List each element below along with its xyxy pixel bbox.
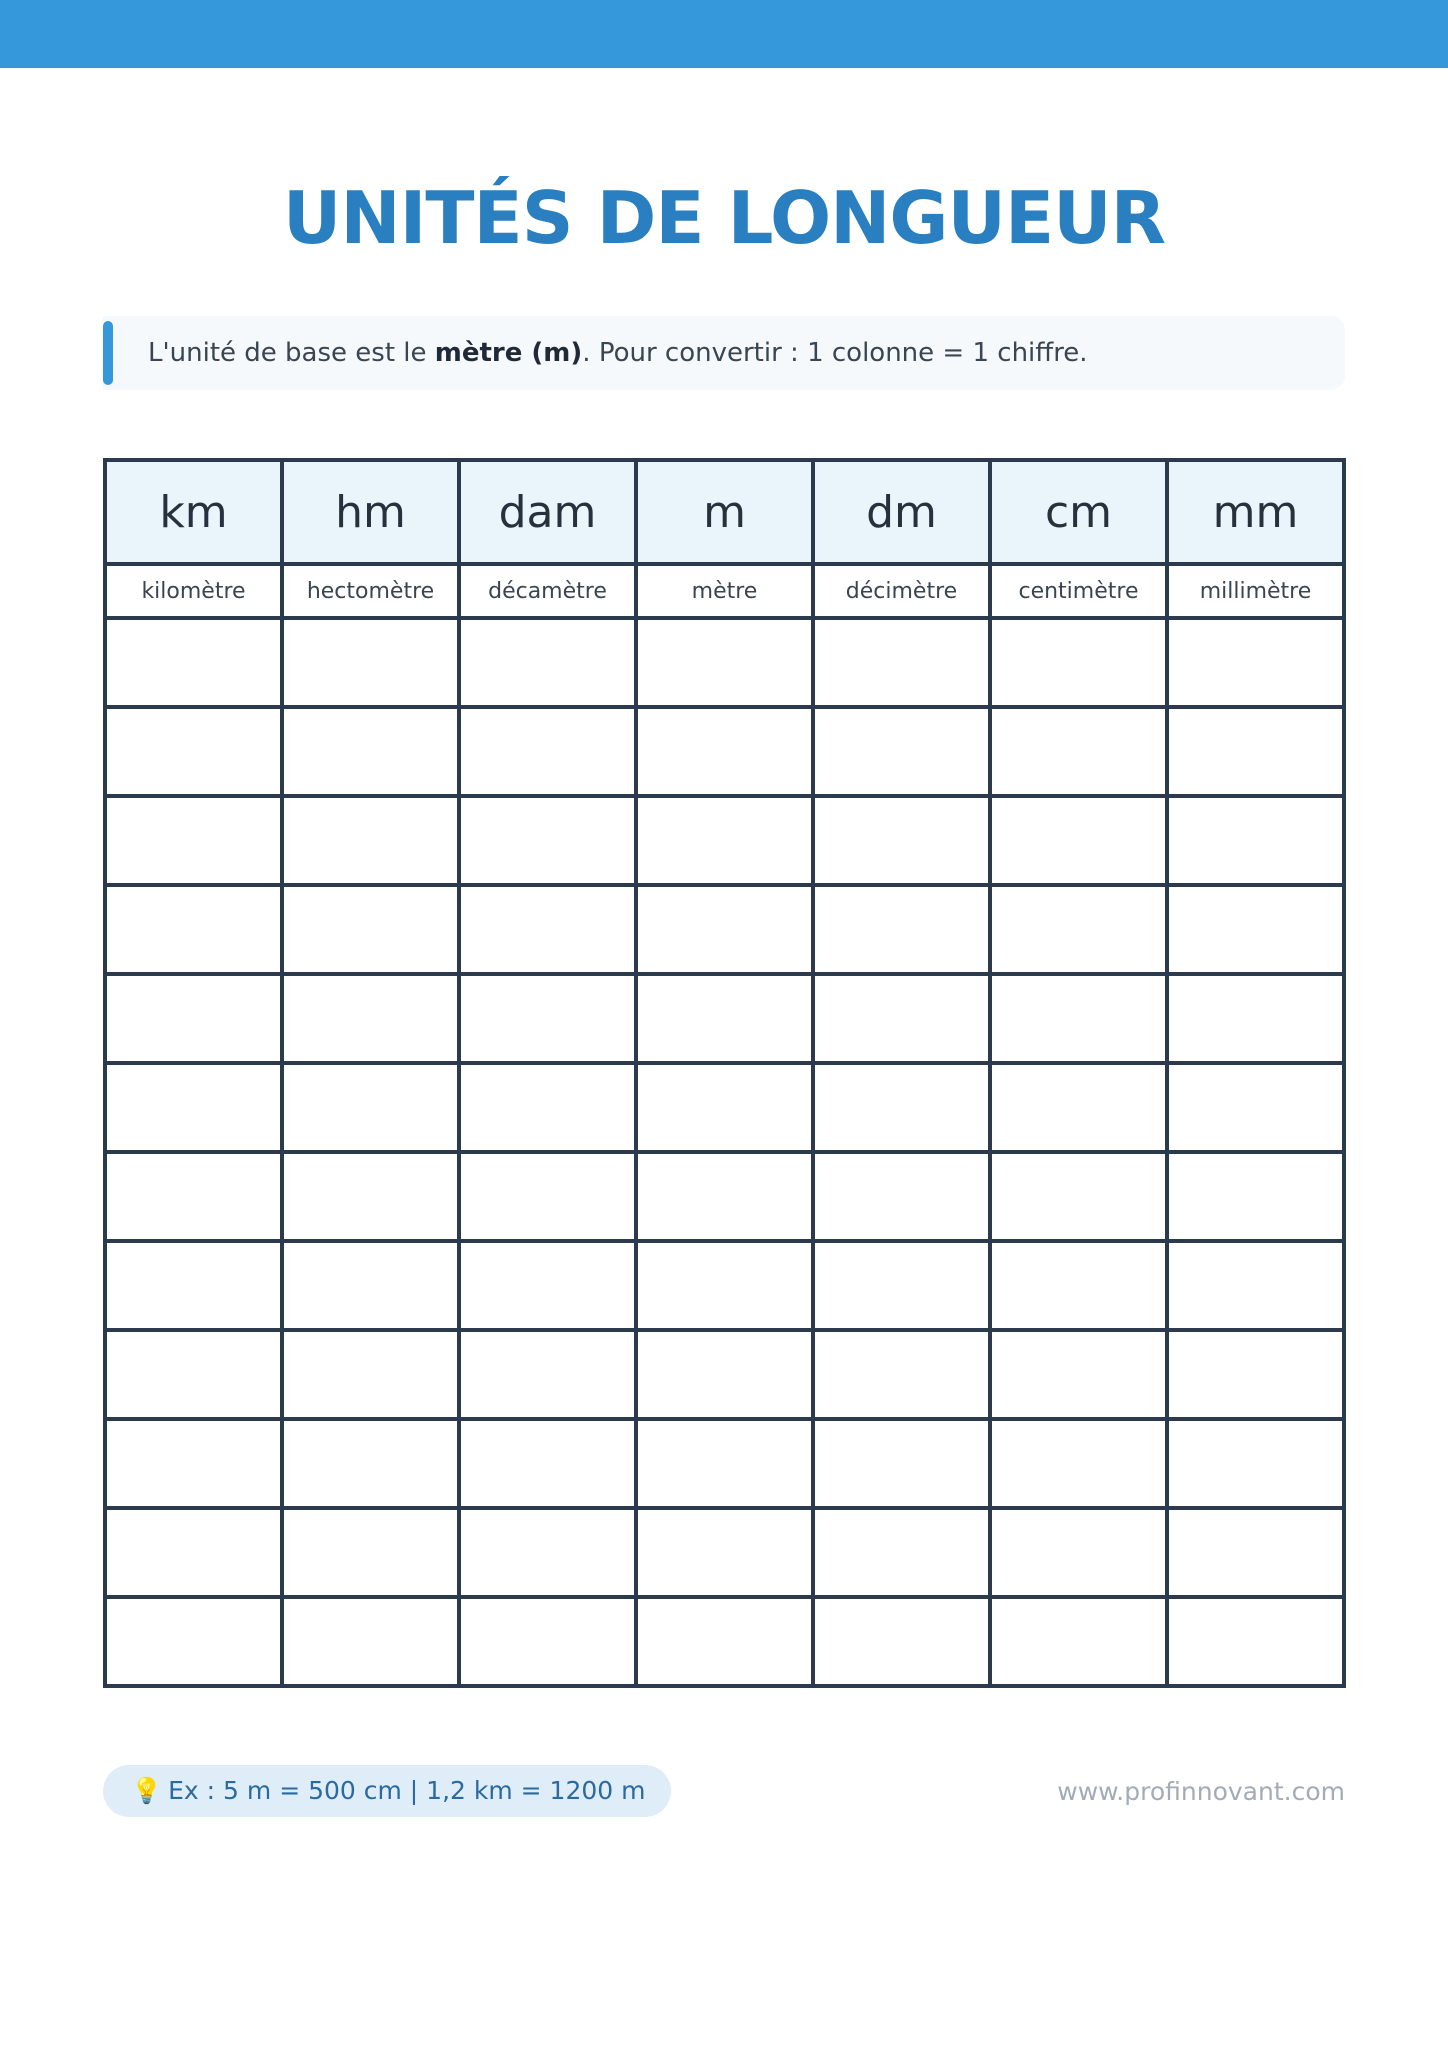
table-cell[interactable] <box>990 618 1167 707</box>
conversion-table-body <box>105 564 1344 1686</box>
table-cell[interactable] <box>990 796 1167 885</box>
table-cell[interactable] <box>282 1152 459 1241</box>
lightbulb-icon: 💡 <box>131 1776 163 1805</box>
table-cell[interactable] <box>282 974 459 1063</box>
table-cell[interactable] <box>105 707 282 796</box>
table-cell[interactable] <box>636 974 813 1063</box>
table-cell[interactable] <box>813 1330 990 1419</box>
table-cell[interactable] <box>105 796 282 885</box>
unit-name-dam: décamètre <box>459 564 636 618</box>
table-cell[interactable] <box>813 1063 990 1152</box>
table-cell[interactable] <box>990 1241 1167 1330</box>
table-cell[interactable] <box>105 974 282 1063</box>
table-cell[interactable] <box>1167 885 1344 974</box>
unit-header-cm: cm <box>990 460 1167 564</box>
conversion-table-wrapper <box>103 458 1346 1688</box>
table-row <box>105 974 1344 1063</box>
table-cell[interactable] <box>1167 1241 1344 1330</box>
unit-header-dam: dam <box>459 460 636 564</box>
table-cell[interactable] <box>813 1241 990 1330</box>
table-cell[interactable] <box>282 1419 459 1508</box>
table-row <box>105 1419 1344 1508</box>
table-cell[interactable] <box>282 1597 459 1686</box>
table-cell[interactable] <box>105 1508 282 1597</box>
unit-header-dm: dm <box>813 460 990 564</box>
unit-name-dm: décimètre <box>813 564 990 618</box>
table-cell[interactable] <box>636 1241 813 1330</box>
table-cell[interactable] <box>813 1508 990 1597</box>
table-cell[interactable] <box>636 618 813 707</box>
table-cell[interactable] <box>459 885 636 974</box>
table-row <box>105 618 1344 707</box>
unit-header-hm: hm <box>282 460 459 564</box>
table-cell[interactable] <box>636 1152 813 1241</box>
info-text-bold: mètre (m) <box>434 338 583 368</box>
table-cell[interactable] <box>636 796 813 885</box>
table-cell[interactable] <box>105 618 282 707</box>
table-cell[interactable] <box>813 707 990 796</box>
table-cell[interactable] <box>813 974 990 1063</box>
table-cell[interactable] <box>1167 1152 1344 1241</box>
table-cell[interactable] <box>282 1241 459 1330</box>
table-cell[interactable] <box>282 885 459 974</box>
table-cell[interactable] <box>1167 707 1344 796</box>
table-cell[interactable] <box>636 1508 813 1597</box>
table-cell[interactable] <box>105 1597 282 1686</box>
table-cell[interactable] <box>1167 1063 1344 1152</box>
table-cell[interactable] <box>459 1152 636 1241</box>
table-cell[interactable] <box>636 1330 813 1419</box>
unit-header-km: km <box>105 460 282 564</box>
table-cell[interactable] <box>282 618 459 707</box>
unit-name-row <box>105 564 1344 618</box>
table-row <box>105 796 1344 885</box>
table-cell[interactable] <box>1167 796 1344 885</box>
table-cell[interactable] <box>105 885 282 974</box>
table-cell[interactable] <box>459 1063 636 1152</box>
info-text-start: L'unité de base est le <box>148 338 435 368</box>
table-cell[interactable] <box>1167 974 1344 1063</box>
table-row <box>105 1241 1344 1330</box>
info-text <box>148 316 1088 390</box>
table-cell[interactable] <box>990 1508 1167 1597</box>
table-cell[interactable] <box>1167 618 1344 707</box>
info-accent-bar <box>103 321 113 385</box>
table-cell[interactable] <box>459 796 636 885</box>
conversion-table <box>103 458 1346 1688</box>
table-cell[interactable] <box>813 796 990 885</box>
table-cell[interactable] <box>990 1152 1167 1241</box>
example-pill <box>103 1765 671 1817</box>
table-row <box>105 1063 1344 1152</box>
table-cell[interactable] <box>282 1063 459 1152</box>
table-cell[interactable] <box>105 1330 282 1419</box>
table-cell[interactable] <box>282 1508 459 1597</box>
table-cell[interactable] <box>813 1152 990 1241</box>
table-row <box>105 885 1344 974</box>
table-cell[interactable] <box>459 1597 636 1686</box>
table-cell[interactable] <box>636 885 813 974</box>
info-text-end: . Pour convertir : 1 colonne = 1 chiffre. <box>582 338 1088 368</box>
table-cell[interactable] <box>459 618 636 707</box>
table-cell[interactable] <box>282 796 459 885</box>
table-cell[interactable] <box>105 1419 282 1508</box>
unit-name-hm: hectomètre <box>282 564 459 618</box>
table-cell[interactable] <box>990 1419 1167 1508</box>
table-cell[interactable] <box>459 1508 636 1597</box>
table-row <box>105 1330 1344 1419</box>
table-cell[interactable] <box>813 885 990 974</box>
unit-name-cm: centimètre <box>990 564 1167 618</box>
table-cell[interactable] <box>636 1597 813 1686</box>
unit-header-mm: mm <box>1167 460 1344 564</box>
table-cell[interactable] <box>990 1330 1167 1419</box>
unit-name-km: kilomètre <box>105 564 282 618</box>
table-cell[interactable] <box>813 1419 990 1508</box>
table-row <box>105 1597 1344 1686</box>
unit-header-row <box>105 460 1344 564</box>
table-cell[interactable] <box>990 707 1167 796</box>
table-cell[interactable] <box>813 618 990 707</box>
table-cell[interactable] <box>105 1241 282 1330</box>
table-cell[interactable] <box>105 1152 282 1241</box>
unit-name-mm: millimètre <box>1167 564 1344 618</box>
table-cell[interactable] <box>459 974 636 1063</box>
unit-header-m: m <box>636 460 813 564</box>
info-box <box>103 316 1345 390</box>
table-cell[interactable] <box>459 707 636 796</box>
example-text: Ex : 5 m = 500 cm | 1,2 km = 1200 m <box>168 1776 646 1805</box>
table-cell[interactable] <box>1167 1597 1344 1686</box>
page-title: UNITÉS DE LONGUEUR <box>282 176 1166 260</box>
website-url: www.profinnovant.com <box>1057 1777 1345 1806</box>
table-cell[interactable] <box>459 1419 636 1508</box>
table-cell[interactable] <box>636 707 813 796</box>
table-cell[interactable] <box>636 1063 813 1152</box>
table-row <box>105 707 1344 796</box>
table-row <box>105 1508 1344 1597</box>
table-cell[interactable] <box>990 1063 1167 1152</box>
table-cell[interactable] <box>105 1063 282 1152</box>
table-cell[interactable] <box>282 1330 459 1419</box>
table-row <box>105 1152 1344 1241</box>
table-cell[interactable] <box>1167 1508 1344 1597</box>
table-cell[interactable] <box>990 885 1167 974</box>
table-cell[interactable] <box>636 1419 813 1508</box>
table-cell[interactable] <box>990 1597 1167 1686</box>
table-cell[interactable] <box>1167 1330 1344 1419</box>
table-cell[interactable] <box>459 1330 636 1419</box>
table-cell[interactable] <box>1167 1419 1344 1508</box>
table-cell[interactable] <box>282 707 459 796</box>
unit-name-m: mètre <box>636 564 813 618</box>
table-cell[interactable] <box>990 974 1167 1063</box>
table-cell[interactable] <box>459 1241 636 1330</box>
top-accent-bar <box>0 0 1448 68</box>
table-cell[interactable] <box>813 1597 990 1686</box>
